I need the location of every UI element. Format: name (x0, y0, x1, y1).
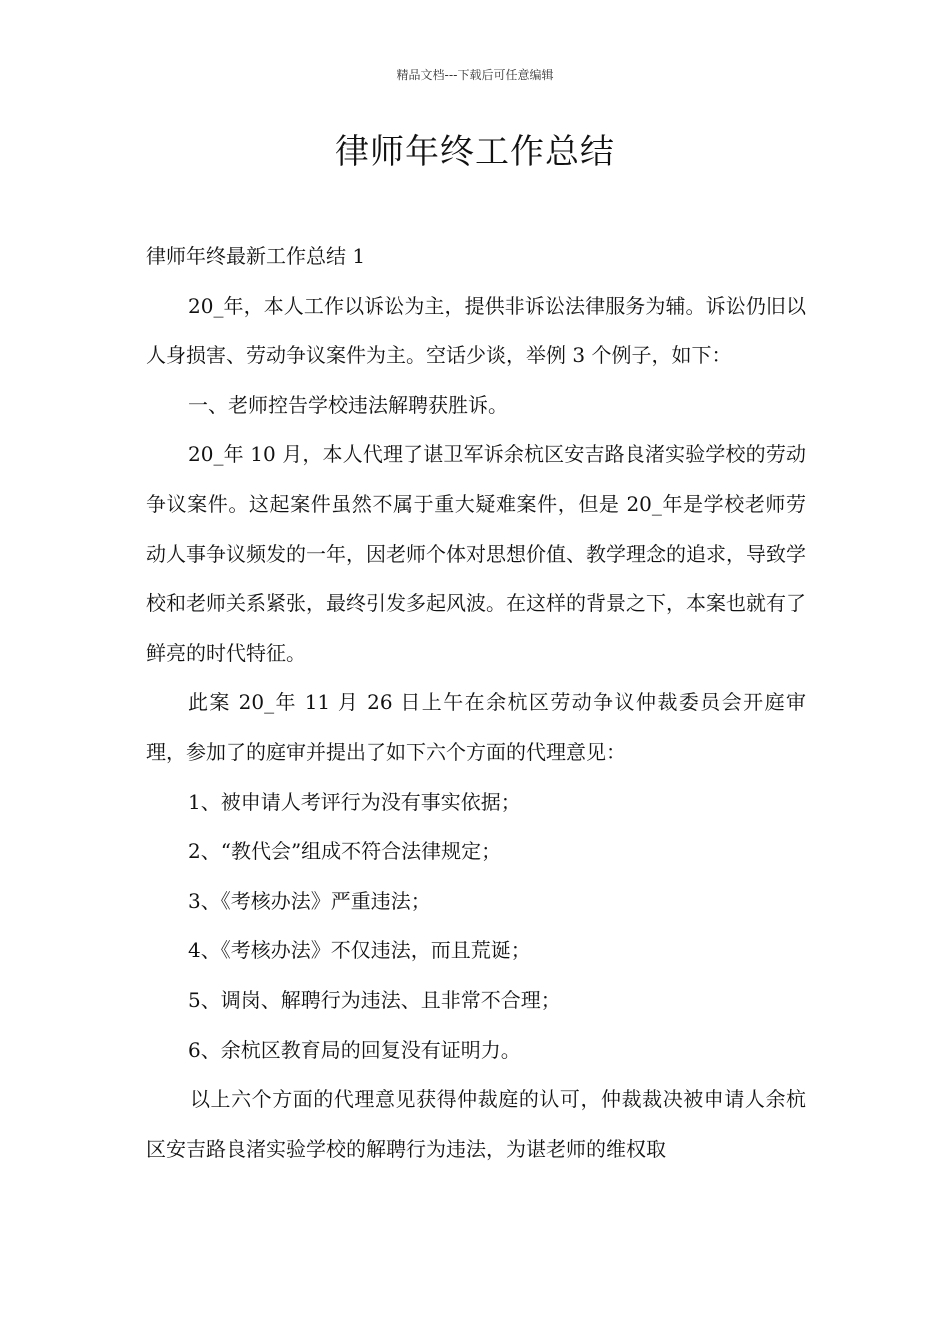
document-body (146, 232, 806, 1174)
list-item: 1、被申请人考评行为没有事实依据； (188, 789, 521, 814)
paragraph: 一、老师控告学校违法解聘获胜诉。 (188, 392, 508, 417)
section-heading: 律师年终最新工作总结 1 (146, 244, 366, 268)
list-item: 3、《考核办法》严重违法； (188, 888, 431, 913)
paragraph: 此案 20_年 11 月 26 日上午在余杭区劳动争议仲裁委员会开庭审理，参加了的庭审并提出了如下六个方面的代理意见： (146, 690, 806, 764)
list-item: 2、“教代会”组成不符合法律规定； (188, 839, 502, 864)
paragraph: 20_年，本人工作以诉讼为主，提供非诉讼法律服务为辅。诉讼仍旧以人身损害、劳动争议案件为主。空话少谈，举例 3 个例子，如下： (146, 293, 806, 368)
list-item: 6、余杭区教育局的回复没有证明力。 (188, 1037, 521, 1062)
header-note: 精品文档---下载后可任意编辑 (396, 68, 554, 82)
paragraph: 以上六个方面的代理意见获得仲裁庭的认可，仲裁裁决被申请人余杭区安吉路良渚实验学校的解聘行为违法，为谌老师的维权取 (146, 1087, 806, 1161)
document-title: 律师年终工作总结 (335, 132, 615, 172)
paragraph: 20_年 10 月，本人代理了谌卫军诉余杭区安吉路良渚实验学校的劳动争议案件。这起案件虽然不属于重大疑难案件，但是 20_年是学校老师劳动人事争议频发的一年，因老师个体对思想价值、教学理念的追求，导致学校和老师关系紧张，最终引发多起风波。在这样的背景之下，本案也就有了鲜亮的时代特征。 (146, 442, 806, 665)
list-item: 5、调岗、解聘行为违法、且非常不合理； (188, 987, 561, 1012)
list-item: 4、《考核办法》不仅违法，而且荒诞； (188, 938, 531, 963)
